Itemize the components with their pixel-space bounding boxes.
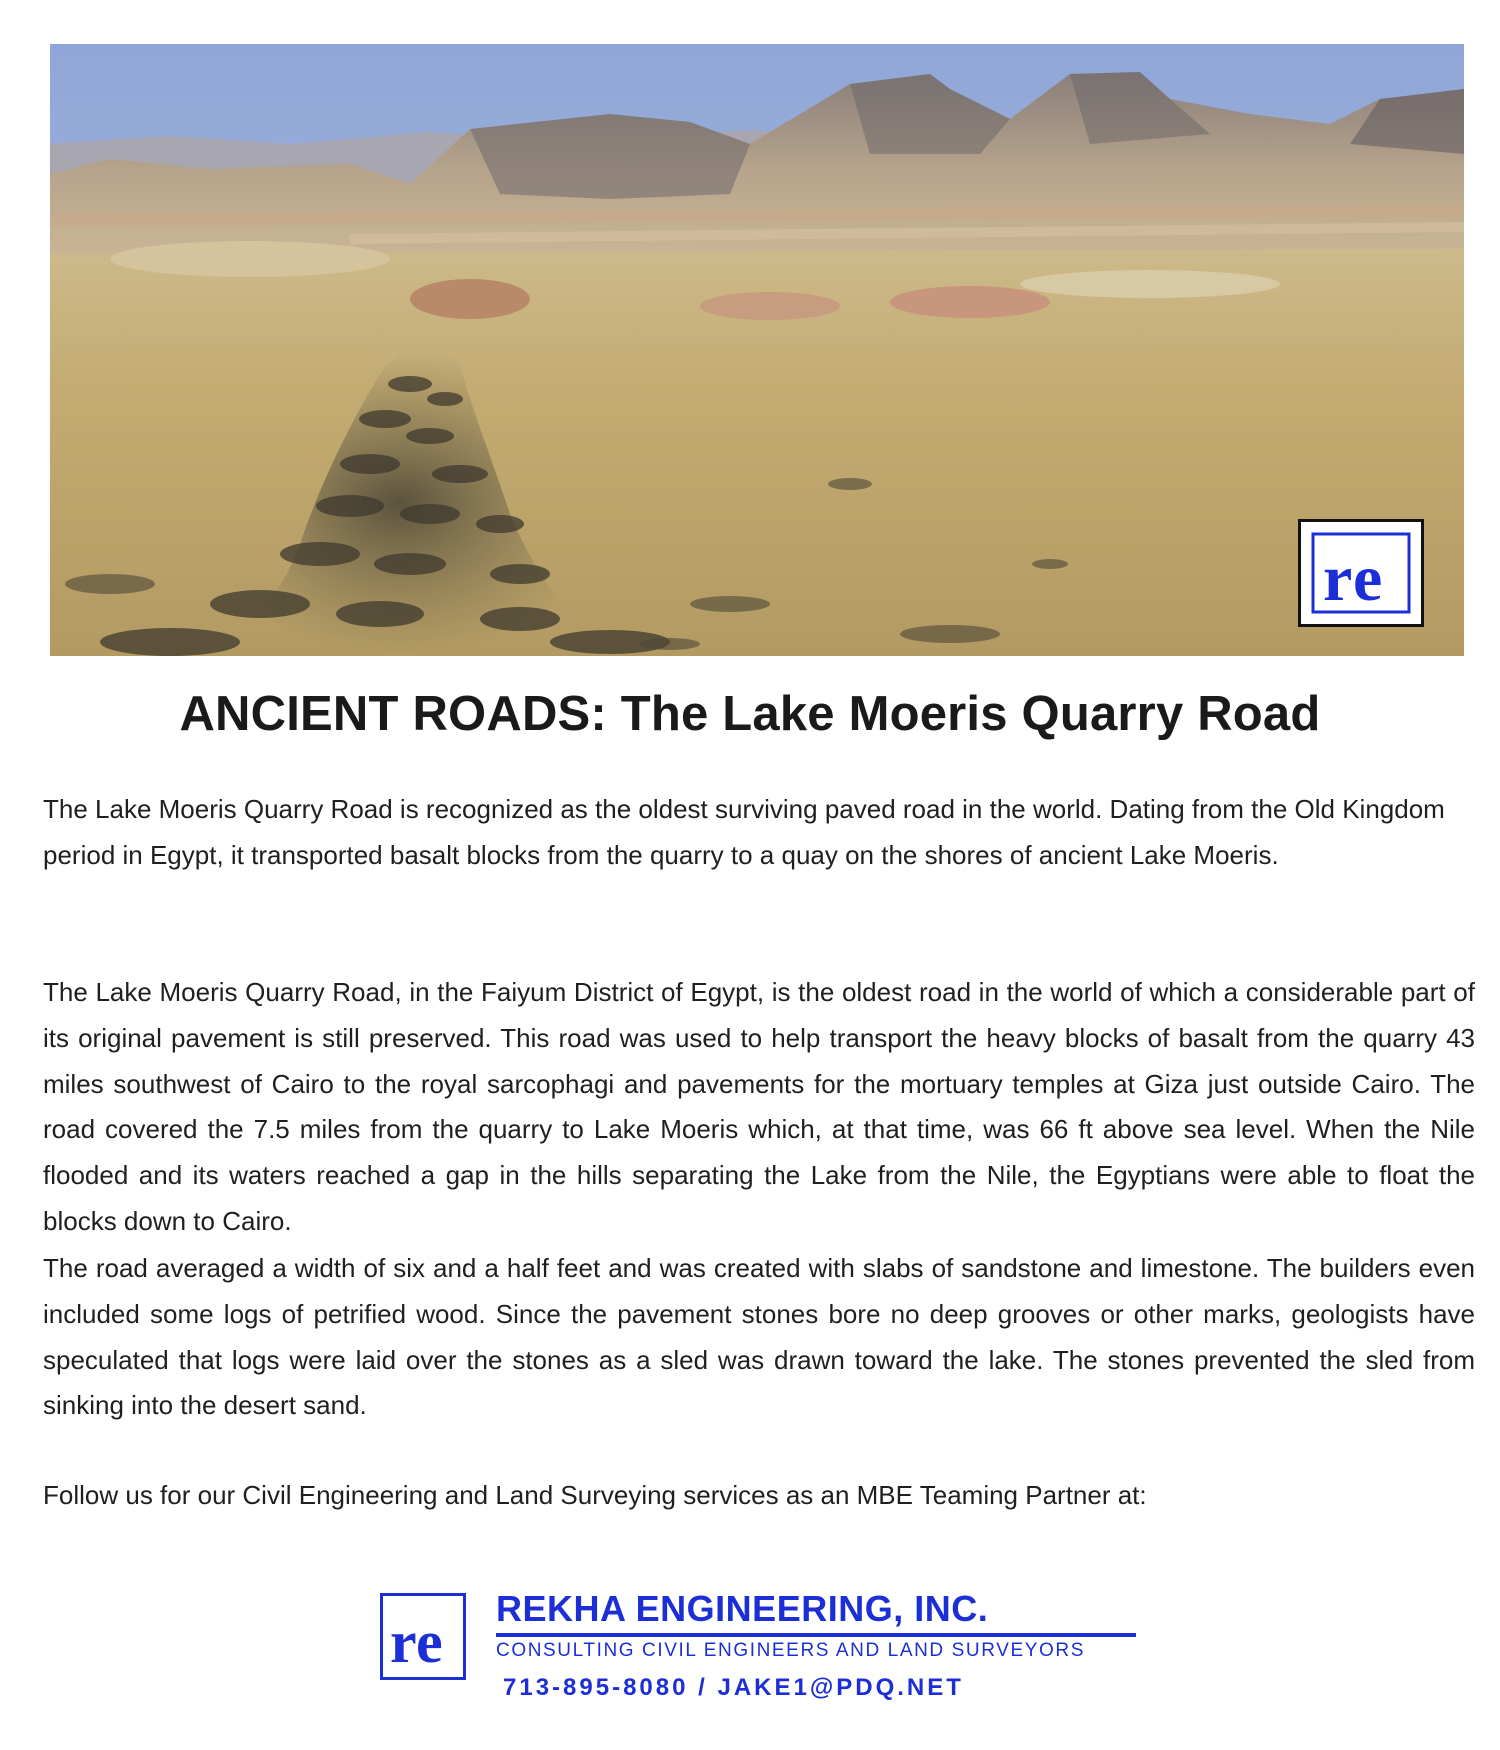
svg-text:e: e xyxy=(1353,542,1383,615)
svg-text:r: r xyxy=(1323,542,1353,615)
rekha-engineering-logo-icon xyxy=(1309,530,1413,616)
svg-text:r: r xyxy=(390,1608,417,1674)
hero-photo xyxy=(50,44,1464,656)
paragraph-follow-us: Follow us for our Civil Engineering and Land Surveying services as an MBE Teaming Partner at: xyxy=(43,1480,1147,1510)
paragraph-intro: The Lake Moeris Quarry Road is recognized as the oldest surviving paved road in the world. Dating from the Old Kingdom period in Egypt, it transported basalt blocks from the quarry to a quay on the shores of ancient Lake Moeris. xyxy=(43,794,1445,870)
desert-landscape-image xyxy=(50,44,1464,656)
footer-logo xyxy=(380,1593,466,1680)
company-divider xyxy=(496,1633,1136,1637)
company-name: REKHA ENGINEERING, INC. xyxy=(496,1588,989,1629)
svg-text:e: e xyxy=(416,1608,443,1674)
company-contact[interactable]: 713-895-8080 / JAKE1@PDQ.NET xyxy=(503,1674,964,1701)
page-title: ANCIENT ROADS: The Lake Moeris Quarry Road xyxy=(179,687,1321,741)
paragraph-construction: The road averaged a width of six and a half feet and was created with slabs of sandstone and limestone. The builders even included some logs of petrified wood. Since the pavement stones bore no deep grooves or other marks, geologists have speculated that logs were laid over the stones as a sled was drawn toward the lake. The stones prevented the sled from sinking into the desert sand. xyxy=(43,1253,1475,1421)
rekha-logo-badge xyxy=(1298,519,1424,627)
company-tagline: CONSULTING CIVIL ENGINEERS AND LAND SURVEYORS xyxy=(496,1640,1085,1661)
rekha-engineering-logo-icon xyxy=(386,1600,460,1674)
paragraph-history: The Lake Moeris Quarry Road, in the Faiyum District of Egypt, is the oldest road in the world of which a considerable part of its original pavement is still preserved. This road was used to help transport the heavy blocks of basalt from the quarry 43 miles southwest of Cairo to the royal sarcophagi and pavements for the mortuary temples at Giza just outside Cairo. The road covered the 7.5 miles from the quarry to Lake Moeris which, at that time, was 66 ft above sea level. When the Nile flooded and its waters reached a gap in the hills separating the Lake from the Nile, the Egyptians were able to float the blocks down to Cairo. xyxy=(43,977,1475,1236)
